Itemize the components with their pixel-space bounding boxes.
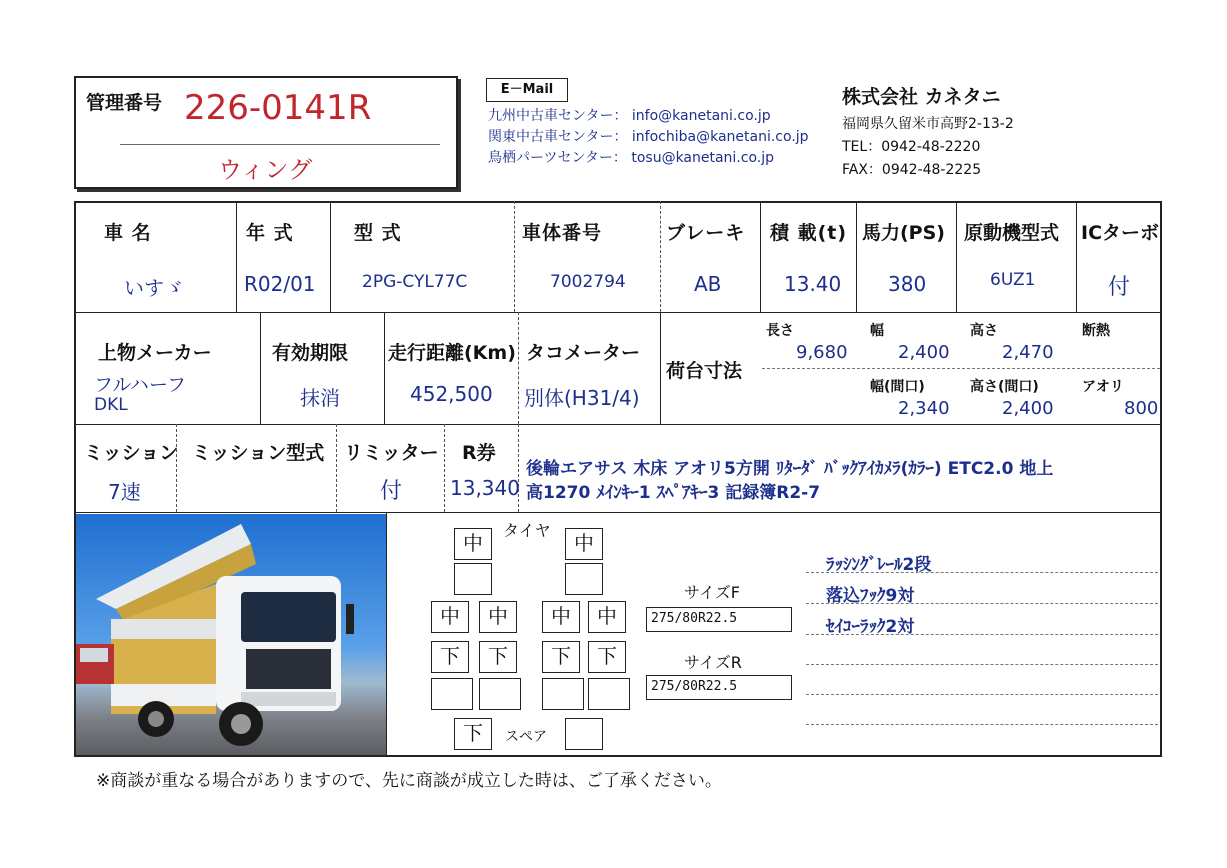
- label-width: 幅: [870, 323, 884, 339]
- value-model: 2PG-CYL77C: [362, 272, 468, 292]
- value-width: 2,400: [898, 342, 950, 363]
- notes-line-2: 高1270 ﾒｲﾝｷｰ1 ｽﾍﾟｱｷｰ3 記録簿R2-7: [526, 483, 821, 503]
- equipment-item: ﾗｯｼﾝｸﾞﾚｰﾙ2段: [826, 555, 932, 575]
- header-vin: 車体番号: [522, 222, 603, 244]
- truck-photo: [76, 514, 386, 755]
- value-tacho: 別体(H31/4): [524, 386, 640, 410]
- mgmt-divider: [120, 144, 440, 145]
- company-name: 株式会社 カネタニ: [842, 86, 1001, 108]
- value-body-maker: フルハーフ: [94, 374, 186, 396]
- tire-label: タイヤ: [503, 521, 551, 540]
- value-name: いすゞ: [124, 276, 184, 300]
- email-link[interactable]: info@kanetani.co.jp: [631, 108, 771, 124]
- label-width-inner: 幅(間口): [870, 379, 925, 395]
- tire-front-right: 中: [565, 528, 603, 560]
- label-height: 高さ: [970, 323, 998, 339]
- tire-rear2: 下: [588, 641, 626, 673]
- value-body-maker-sub: DKL: [94, 395, 128, 415]
- tire-rear3-blank: [542, 678, 584, 710]
- tire-front-left: 中: [454, 528, 492, 560]
- value-width-inner: 2,340: [898, 398, 950, 419]
- value-expiry: 抹消: [300, 386, 340, 410]
- value-engine: 6UZ1: [990, 270, 1036, 290]
- value-aori: 800: [1124, 398, 1159, 419]
- value-mission: 7速: [108, 480, 141, 504]
- tire-rear1: 中: [431, 601, 469, 633]
- company-fax: FAX：0942-48-2225: [842, 162, 982, 178]
- header-mission-type: ミッション型式: [192, 442, 325, 464]
- header-name: 車 名: [104, 222, 152, 244]
- company-address: 福岡県久留米市高野2-13-2: [842, 116, 1014, 132]
- equipment-item: 落込ﾌｯｸ9対: [826, 586, 915, 606]
- email-row: 関東中古車センター： infochiba@kanetani.co.jp: [488, 129, 809, 145]
- header-limiter: リミッター: [344, 442, 439, 464]
- email-row: 九州中古車センター： info@kanetani.co.jp: [488, 108, 771, 124]
- label-insulation: 断熱: [1082, 323, 1110, 339]
- value-r-ken: 13,340: [450, 476, 520, 500]
- equipment-item: ｾｲｺｰﾗｯｸ2対: [826, 617, 915, 637]
- tire-rear2: 下: [542, 641, 580, 673]
- footer-note: ※商談が重なる場合がありますので、先に商談が成立した時は、ご了承ください。: [96, 771, 722, 791]
- email-row: 鳥栖パーツセンター： tosu@kanetani.co.jp: [488, 150, 775, 166]
- header-engine: 原動機型式: [964, 222, 1060, 244]
- label-aori: アオリ: [1082, 379, 1124, 395]
- header-model: 型 式: [354, 222, 402, 244]
- value-mileage: 452,500: [410, 382, 493, 406]
- value-turbo: 付: [1108, 275, 1131, 300]
- spare-label: スペア: [505, 729, 547, 745]
- company-tel: TEL：0942-48-2220: [842, 139, 981, 155]
- header-ps: 馬力(PS): [862, 222, 945, 244]
- tire-rear2: 下: [431, 641, 469, 673]
- header-turbo: ICターボ: [1081, 222, 1160, 244]
- email-label: E－Mail: [500, 82, 554, 97]
- label-length: 長さ: [766, 323, 794, 339]
- value-load: 13.40: [784, 272, 842, 296]
- header-bed-size: 荷台寸法: [666, 360, 743, 382]
- email-list: [488, 106, 809, 169]
- tire-spare-blank: [565, 718, 603, 750]
- header-mileage: 走行距離(Km): [388, 342, 516, 364]
- tire-spare: 下: [454, 718, 492, 750]
- email-link[interactable]: tosu@kanetani.co.jp: [631, 150, 775, 166]
- mgmt-label: 管理番号: [86, 92, 163, 114]
- header-load: 積 載(t): [770, 222, 848, 244]
- notes-line-1: 後輪エアサス 木床 アオリ5方開 ﾘﾀｰﾀﾞ ﾊﾞｯｸｱｲｶﾒﾗ(ｶﾗｰ) ETC2.0 地上: [526, 459, 1054, 479]
- tire-rear3-blank: [479, 678, 521, 710]
- value-brake: AB: [694, 272, 722, 296]
- header-year: 年 式: [246, 222, 294, 244]
- value-year: R02/01: [244, 272, 316, 296]
- header-body-maker: 上物メーカー: [98, 342, 212, 364]
- truck-illustration: [76, 514, 386, 755]
- value-ps: 380: [888, 272, 927, 296]
- tire-rear1: 中: [542, 601, 580, 633]
- tire-rear1: 中: [479, 601, 517, 633]
- value-height-inner: 2,400: [1002, 398, 1054, 419]
- email-link[interactable]: infochiba@kanetani.co.jp: [631, 129, 809, 145]
- mgmt-number: 226-0141R: [184, 88, 372, 128]
- tire-front-left-blank: [454, 563, 492, 595]
- email-label-box: [486, 78, 568, 102]
- tire-rear2: 下: [479, 641, 517, 673]
- tire-rear3-blank: [431, 678, 473, 710]
- body-type: ウィング: [218, 156, 313, 184]
- header-mission: ミッション: [84, 442, 179, 464]
- value-vin: 7002794: [550, 272, 626, 292]
- tire-rear1: 中: [588, 601, 626, 633]
- header-tacho: タコメーター: [526, 342, 641, 364]
- tire-front-right-blank: [565, 563, 603, 595]
- value-limiter: 付: [380, 479, 403, 504]
- size-r-label: サイズR: [684, 653, 742, 672]
- size-f-value: 275/80R22.5: [646, 607, 792, 632]
- size-f-label: サイズF: [684, 583, 740, 602]
- tire-rear3-blank: [588, 678, 630, 710]
- label-height-inner: 高さ(間口): [970, 379, 1039, 395]
- header-r-ken: R券: [462, 442, 496, 464]
- size-r-value: 275/80R22.5: [646, 675, 792, 700]
- value-length: 9,680: [796, 342, 848, 363]
- value-height: 2,470: [1002, 342, 1054, 363]
- header-expiry: 有効期限: [272, 342, 349, 364]
- header-brake: ブレーキ: [666, 222, 746, 244]
